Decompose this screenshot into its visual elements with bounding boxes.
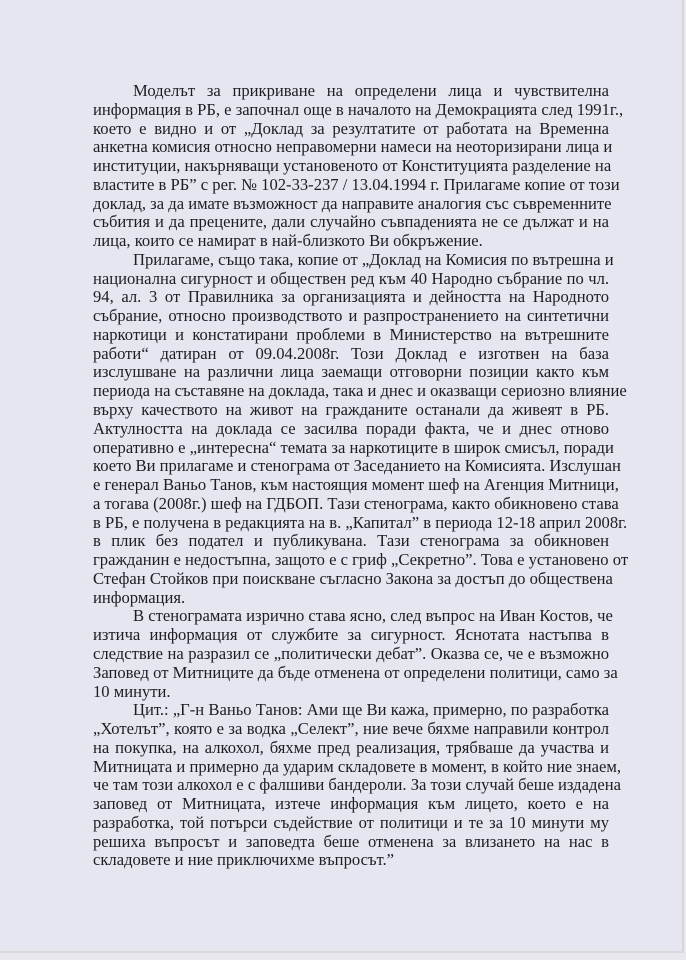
- paragraph: [93, 81, 624, 251]
- text-line: върху качеството на живот на гражданите останали да живеят в РБ.: [93, 400, 609, 420]
- document-body: [93, 81, 629, 870]
- text-line: информация в РБ, е започнал още в началото на Демокрацията след 1991г.,: [93, 99, 624, 119]
- text-line: 94, ал. 3 от Правилника за организацията и дейността на Народното: [93, 287, 609, 307]
- text-line: складовете и ние приключихме въпросът.”: [93, 850, 395, 870]
- text-line: В стенограмата изрично става ясно, след въпрос на Иван Костов, че: [133, 606, 613, 626]
- paragraph: [93, 606, 618, 701]
- text-line: изтича информация от службите за сигурност. Яснотата настъпва в: [93, 625, 609, 645]
- text-line: разработка, той потърси съдействие от политици и те за 10 минути му: [93, 812, 609, 832]
- text-line: че там този алкохол е с фалшиви бандероли. За този случай беше издадена: [93, 775, 622, 795]
- text-line: периода на съставяне на доклада, така и днес и оказващи сериозно влияние: [93, 381, 627, 401]
- text-line: Митницата и примерно да ударим складовете в момент, в който ние знаем,: [93, 756, 621, 776]
- text-line: решиха въпросът и заповедта беше отменена за влизането на нас в: [93, 831, 609, 851]
- text-line: оперативно е „интересна“ темата за наркотиците в широк смисъл, поради: [93, 437, 614, 457]
- text-line: Заповед от Митниците да бъде отменена от определени политици, само за: [93, 662, 618, 682]
- text-line: доклад, за да имате възможност да направите аналогия със съвременните: [93, 193, 612, 213]
- text-line: работи“ датиран от 09.04.2008г. Този Доклад е изготвен на база: [93, 343, 609, 363]
- text-line: Моделът за прикриване на определени лица и чувствителна: [133, 81, 609, 100]
- text-line: в плик без подател и публикувана. Тази стенограма за обикновен: [93, 531, 609, 551]
- text-line: което Ви прилагаме и стенограма от Заседанието на Комисията. Изслушан: [93, 456, 621, 476]
- text-line: властите в РБ” с рег. № 102-33-237 / 13.04.1994 г. Прилагаме копие от този: [93, 174, 620, 194]
- text-line: „Хотелът”, която е за водка „Селект”, ние вече бяхме направили контрол: [93, 719, 609, 739]
- text-line: заповед от Митницата, изтече информация към лицето, което е на: [93, 794, 609, 814]
- text-line: на покупка, на алкохол, бяхме пред реализация, трябваше да участва и: [93, 737, 609, 757]
- text-line: следствие на разразил се „политически дебат”. Оказва се, че е възможно: [93, 643, 609, 663]
- text-line: Цит.: „Г-н Ваньо Танов: Ами ще Ви кажа, примерно, по разработка: [133, 700, 609, 720]
- text-line: Прилагаме, също така, копие от „Доклад на Комисия по вътрешна и: [133, 249, 614, 269]
- text-line: институции, накърняващи установеното от Конституцията разделение на: [93, 156, 612, 176]
- text-line: в РБ, е получена в редакцията на в. „Капитал” в периода 12-18 април 2008г.: [93, 512, 628, 532]
- text-line: което е видно и от „Доклад за резултатите от работата на Временна: [93, 118, 609, 138]
- text-line: анкетна комисия относно неправомерни намеси на неоторизирани лица и: [93, 137, 613, 157]
- text-line: национална сигурност и обществен ред към 40 Народно събрание по чл.: [93, 268, 609, 288]
- paragraph: [93, 249, 629, 608]
- text-line: е генерал Ваньо Танов, към настоящия момент шеф на Агенция Митници,: [93, 475, 619, 495]
- text-line: Стефан Стойков при поискване съгласно Закона за достъп до обществена: [93, 568, 613, 588]
- text-line: изслушване на различни лица заемащи отговорни позиции както към: [93, 362, 609, 382]
- paragraph: [93, 700, 622, 870]
- text-line: гражданин е недостъпна, защото е с гриф „Секретно”. Това е установено от: [93, 550, 629, 570]
- text-line: наркотици и констатирани проблеми в Министерство на вътрешните: [93, 324, 609, 344]
- text-line: събрание, относно производството и разпространението на синтетични: [93, 306, 609, 326]
- text-line: Актулността на доклада се засилва поради факта, че и днес отново: [93, 418, 609, 438]
- text-line: а тогава (2008г.) шеф на ГДБОП. Тази стенограма, както обикновено става: [93, 493, 619, 513]
- text-line: лица, които се намират в най-близкото Ви обкръжение.: [93, 231, 483, 251]
- text-line: 10 минути.: [93, 681, 171, 701]
- text-line: събития и да прецените, дали случайно съвпаденията не се дължат и на: [93, 212, 609, 232]
- text-line: информация.: [93, 587, 186, 607]
